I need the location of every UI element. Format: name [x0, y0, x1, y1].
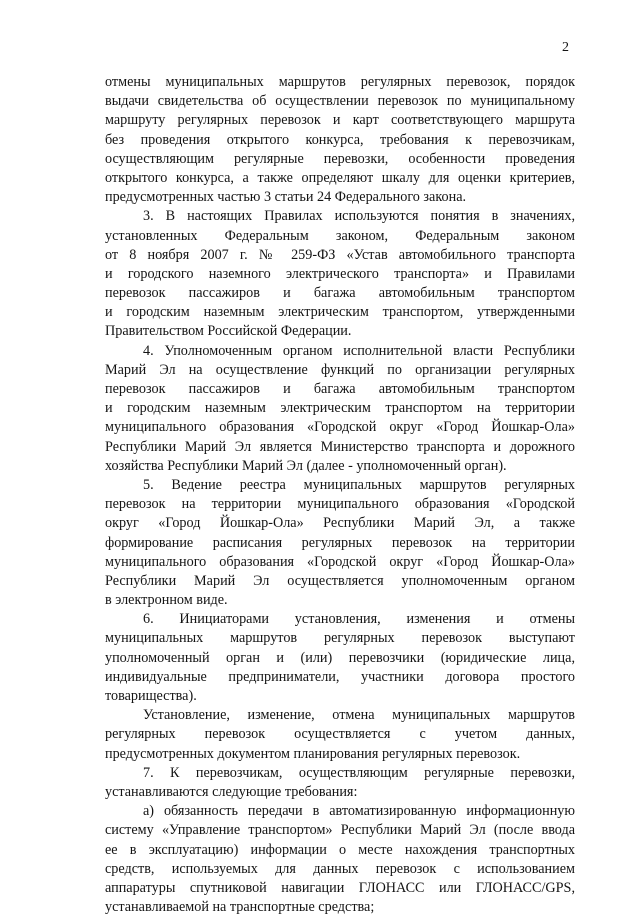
- text-line: регулярных перевозок осуществляется с учетом данных,: [105, 726, 575, 743]
- text-line: формирование расписания регулярных перевозок на территории: [105, 534, 575, 551]
- text-line: перевозок пассажиров и багажа автомобильным транспортом: [105, 381, 575, 397]
- text-line: осуществляющим регулярные перевозки, особенности проведения: [105, 150, 575, 167]
- text-line: округ «Город Йошкар-Ола» Республики Марий Эл, а также: [105, 515, 575, 532]
- text-line: муниципального образования «Городской округ «Город Йошкар-Ола»: [105, 553, 575, 570]
- text-line: Установление, изменение, отмена муниципальных маршрутов: [143, 707, 575, 724]
- text-line: 7. К перевозчикам, осуществляющим регулярные перевозки,: [143, 764, 575, 781]
- text-line: и городским наземным электрическим транспортом на территории: [105, 400, 575, 417]
- text-line: 4. Уполномоченным органом исполнительной власти Республики: [143, 342, 575, 359]
- paragraph: [105, 342, 575, 476]
- text-line: Республики Марий Эл является Министерство транспорта и дорожного: [105, 438, 575, 455]
- text-line: отмены муниципальных маршрутов регулярных перевозок, порядок: [105, 74, 575, 90]
- paragraph: [105, 476, 575, 610]
- text-line: и городского наземного электрического транспорта» и Правилами: [105, 265, 575, 282]
- text-line: товарищества).: [105, 688, 197, 704]
- text-line: муниципальных маршрутов регулярных перевозок выступают: [105, 630, 575, 647]
- text-line: Республики Марий Эл осуществляется уполномоченным органом: [105, 572, 575, 589]
- paragraph: [105, 73, 575, 207]
- text-line: 5. Ведение реестра муниципальных маршрутов регулярных: [143, 476, 575, 493]
- text-line: средств, используемых для данных перевозок с использованием: [105, 860, 575, 877]
- text-line: выдачи свидетельства об осуществлении перевозок по муниципальному: [105, 93, 575, 110]
- text-line: устанавливаются следующие требования:: [105, 783, 358, 800]
- text-line: маршруту регулярных перевозок и карт соответствующего маршрута: [105, 112, 575, 129]
- text-line: аппаратуры спутниковой навигации ГЛОНАСС или ГЛОНАСС/GPS,: [105, 879, 575, 896]
- paragraph: [105, 610, 575, 706]
- text-line: предусмотренных частью 3 статьи 24 Федерального закона.: [105, 189, 467, 206]
- text-line: предусмотренных документом планирования регулярных перевозок.: [105, 745, 521, 762]
- text-line: хозяйства Республики Марий Эл (далее - уполномоченный орган).: [105, 457, 507, 474]
- text-line: от 8 ноября 2007 г. № 259-ФЗ «Устав автомобильного транспорта: [105, 246, 575, 263]
- text-line: Правительством Российской Федерации.: [105, 323, 352, 340]
- paragraph: [105, 207, 575, 341]
- text-line: без проведения открытого конкурса, требования к перевозчикам,: [105, 131, 575, 148]
- text-line: устанавливаемой на транспортные средства;: [105, 899, 375, 916]
- paragraph: [105, 706, 575, 764]
- text-line: и городским наземным электрическим транспортом, утвержденными: [105, 304, 575, 321]
- text-line: ее в эксплуатацию) информации о месте нахождения транспортных: [105, 841, 575, 858]
- page-number: 2: [562, 40, 569, 55]
- text-line: 3. В настоящих Правилах используются понятия в значениях,: [143, 208, 575, 225]
- text-line: перевозок пассажиров и багажа автомобильным транспортом: [105, 285, 575, 302]
- text-line: 6. Инициаторами установления, изменения и отмены: [143, 611, 575, 628]
- text-line: открытого конкурса, а также определяют шкалу для оценки критериев,: [105, 169, 575, 186]
- text-line: а) обязанность передачи в автоматизированную информационную: [143, 803, 575, 820]
- text-line: Марий Эл на осуществление функций по организации регулярных: [105, 361, 575, 378]
- text-line: муниципального образования «Городской округ «Город Йошкар-Ола»: [105, 419, 575, 436]
- paragraph: [105, 802, 575, 917]
- text-line: индивидуальные предприниматели, участники договора простого: [105, 668, 575, 685]
- text-line: в электронном виде.: [105, 592, 228, 609]
- paragraph: [105, 764, 575, 802]
- document-body: [105, 73, 575, 917]
- text-line: уполномоченный орган и (или) перевозчики (юридические лица,: [105, 649, 575, 666]
- text-line: систему «Управление транспортом» Республики Марий Эл (после ввода: [105, 822, 575, 839]
- text-line: установленных Федеральным законом, Федеральным законом: [105, 227, 575, 244]
- text-line: перевозок на территории муниципального образования «Городской: [105, 496, 575, 513]
